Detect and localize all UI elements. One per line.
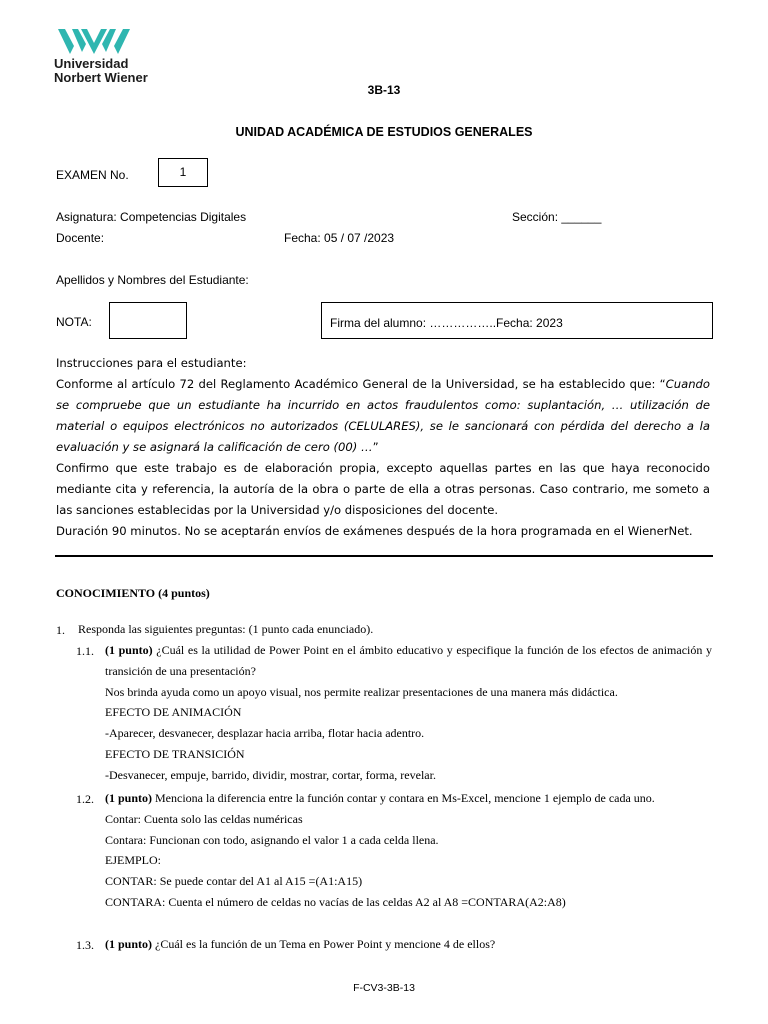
signature-text: Firma del alumno: ……………..Fecha: 2023 <box>330 316 563 330</box>
teacher-field: Docente: <box>56 231 105 245</box>
grade-label: NOTA: <box>56 315 92 329</box>
instructions-duration: Duración 90 minutos. No se aceptarán envíos de exámenes después de la hora programada en el WienerNet. <box>56 524 693 538</box>
question-1-1: (1 punto) ¿Cuál es la utilidad de Power Point en el ámbito educativo y especifique la función de los efectos de animación y transición de una presentación? Nos brinda ayuda como un apoyo visual, nos permite realizar presentaciones de una manera más didáctica. EFECTO DE ANIMACIÓN -Aparecer, desvanecer, desplazar hacia arriba, flotar hacia adentro. EFECTO DE TRANSICIÓN -Desvanecer, empuje, barrido, dividir, mostrar, cortar, forma, revelar. <box>105 640 712 786</box>
answer-1-1-line2: EFECTO DE ANIMACIÓN <box>105 705 242 720</box>
exam-label: EXAMEN No. <box>56 168 129 182</box>
question-1-3-number: 1.3. <box>76 938 94 952</box>
logo-mark-icon <box>56 26 132 56</box>
answer-1-1-line4: EFECTO DE TRANSICIÓN <box>105 746 245 761</box>
unit-title: UNIDAD ACADÉMICA DE ESTUDIOS GENERALES <box>235 125 533 139</box>
logo-line2: Norbert Wiener <box>54 70 148 85</box>
question-1-number: 1. <box>56 623 65 637</box>
answer-1-2-line4: CONTAR: Se puede contar del A1 al A15 =(A1:A15) <box>105 874 363 889</box>
university-logo <box>54 26 164 86</box>
instructions-block <box>56 353 710 542</box>
instructions-title: Instrucciones para el estudiante: <box>56 356 247 370</box>
answer-1-2-line3: EJEMPLO: <box>105 853 162 868</box>
section-field: Sección: ______ <box>512 210 602 224</box>
answer-1-1-line5: -Desvanecer, empuje, barrido, dividir, mostrar, cortar, forma, revelar. <box>105 767 436 782</box>
question-1-3: (1 punto) ¿Cuál es la función de un Tema en Power Point y mencione 4 de ellos? <box>105 937 496 951</box>
date-field: Fecha: 05 / 07 /2023 <box>284 231 395 245</box>
question-1-2: (1 punto) Menciona la diferencia entre la función contar y contara en Ms-Excel, mencione 1 ejemplo de cada uno. Contar: Cuenta solo las celdas numéricas Contara: Funcionan con todo, asignando el valor 1 a cada celda llena. EJEMPLO: CONTAR: Se puede contar del A1 al A15 =(A1:A15) CONTARA: Cuenta el número de celdas no vacías de las celdas A2 al A8 =CONTARA(A2:A8) <box>105 788 712 913</box>
question-1-1-number: 1.1. <box>76 644 94 658</box>
instructions-authorship: Confirmo que este trabajo es de elaboración propia, excepto aquellas partes en las que haya reconocido mediante cita y referencia, la autoría de la obra o parte de ella a otras personas. Caso contrario, me someto a las sanciones establecidas por la Universidad y/o disposiciones del docente. <box>56 461 710 517</box>
grade-box <box>109 302 187 339</box>
section-title: CONOCIMIENTO (4 puntos) <box>56 586 210 600</box>
answer-1-2-line2: Contara: Funcionan con todo, asignando el valor 1 a cada celda llena. <box>105 832 439 847</box>
answer-1-2-line5: CONTARA: Cuenta el número de celdas no vacías de las celdas A2 al A8 =CONTARA(A2:A8) <box>105 894 566 909</box>
answer-1-2-line1: Contar: Cuenta solo las celdas numéricas <box>105 811 303 826</box>
answer-1-1-line1: Nos brinda ayuda como un apoyo visual, nos permite realizar presentaciones de una manera más didáctica. <box>105 684 618 699</box>
divider <box>55 555 713 557</box>
question-1-text: Responda las siguientes preguntas: (1 punto cada enunciado). <box>78 622 374 636</box>
exam-number-box: 1 <box>158 158 208 187</box>
question-1-2-number: 1.2. <box>76 792 94 806</box>
logo-line1: Universidad <box>54 56 129 71</box>
footer-code: F-CV3-3B-13 <box>353 982 415 994</box>
document-code: 3B-13 <box>367 83 401 97</box>
instructions-regulation: Conforme al artículo 72 del Reglamento Académico General de la Universidad, se ha establecido que: “Cuando se compruebe que un estudiante ha incurrido en actos fraudulentos como: suplantación, … utilización de material o equipos electrónicos no autorizados (CELULARES), se le sancionará con pérdida del derecho a la evaluación y se asignará la calificación de cero (00) …” <box>56 377 710 454</box>
answer-1-1-line3: -Aparecer, desvanecer, desplazar hacia arriba, flotar hacia adentro. <box>105 726 425 741</box>
signature-box <box>321 302 713 339</box>
student-name-label: Apellidos y Nombres del Estudiante: <box>56 273 249 287</box>
subject-field: Asignatura: Competencias Digitales <box>56 210 247 224</box>
